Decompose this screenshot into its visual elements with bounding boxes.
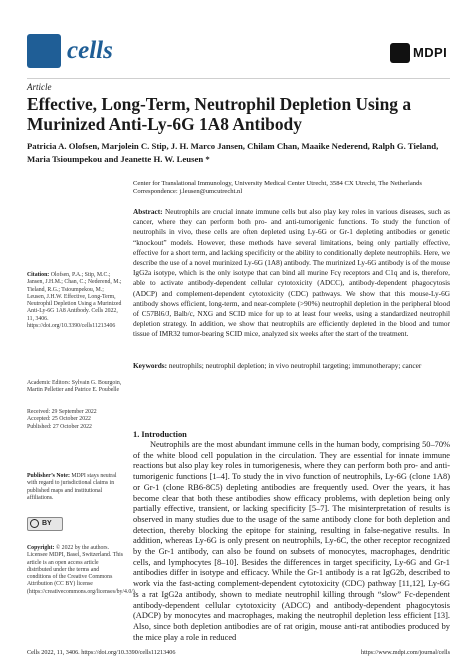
copyright-label: Copyright:: [27, 545, 55, 551]
cc-icon: [30, 519, 39, 528]
article-title: Effective, Long-Term, Neutrophil Depletion Using a Murinized Anti-Ly-6G 1A8 Antibody: [27, 94, 412, 134]
cc-license-badge[interactable]: [27, 517, 63, 531]
mdpi-logo-icon: [390, 43, 410, 63]
body-paragraph: Neutrophils are the most abundant immune cells in the human body, comprising 50–70% of the white blood cell population in the circulation. They are essential for innate immune reactions but also play key roles in tumorigenesis, where they can perform both pro- and anti-tumorigenic functions [1–4]. To study the in vivo function of neutrophils, Ly-6G (clone 1A8) or Gr-1 (clone RB6-8C5) depleting antibodies are frequently used. Over the years, it has become clear that both these antibodies show efficacy problems, with depletion being only partially effective, transient, or lacking specificity [5–7]. The misinterpretation of results is observed in many studies due to the usage of the same antibody clone for both depletion and detection, thereby blocking the epitope for staining, resulting in false-negative results. In addition, whereas Ly-6G is only present on neutrophils, Ly-6C, the other receptor recognized by the Gr-1 antibody, can also be found on subsets of monocytes, macrophages, dendritic cells, and lymphocytes [8–10]. Besides the differences in target specificity, Ly-6G and Gr-1 antibodies differ in isotype and efficacy. While the Gr-1 antibody is a rat IgG2b, described to work via the fast-acting complement-dependent cytotoxicity (CDC) pathway [11,12], Ly-6G is a rat IgG2a antibody, shown to mediate neutrophil killing through “slow” Fc-dependent antibody-dependent cellular cytotoxicity (ADCC) and antibody-dependent phagocytosis (ADCP) by monocytes and macrophages, making the neutrophil depletion less efficient [13]. Also, since both depletion antibodies are of rat origin, mouse anti-rat antibodies produced by the mice play a role in reduced: [133, 440, 450, 642]
received-date: Received: 29 September 2022: [27, 409, 97, 415]
copyright-text: © 2022 by the authors. Licensee MDPI, Basel, Switzerland. This article is an open access article distributed under the terms and conditions of the Creative Commons Attribution (CC BY) license (https://creativecommons.org/licenses/by/4.0/).: [27, 545, 137, 595]
footer-journal-link[interactable]: https://www.mdpi.com/journal/cells: [361, 649, 450, 656]
publisher-note: [27, 473, 123, 502]
section-heading: 1. Introduction: [133, 430, 187, 439]
copyright-block: [27, 545, 137, 596]
article-type: Article: [27, 82, 52, 92]
keywords: [133, 361, 450, 371]
publication-dates: [27, 409, 123, 431]
abstract: [133, 207, 450, 340]
author-list: Patricia A. Olofsen, Marjolein C. Stip, J. H. Marco Jansen, Chilam Chan, Maaike Nederend, Ralph G. Tieland, Maria Tsioumpekou and Jeanette H. W. Leusen *: [27, 141, 439, 164]
citation-block: [27, 272, 123, 330]
abstract-label: Abstract:: [133, 207, 163, 216]
cells-logo-icon: [27, 34, 61, 68]
citation-label: Citation:: [27, 272, 50, 278]
academic-editors: Academic Editors: Sylvain G. Bourgoin, Martin Pelletier and Patrice E. Poubelle: [27, 380, 122, 394]
cc-badge-label: BY: [42, 520, 52, 527]
header-divider: [27, 78, 450, 79]
keywords-label: Keywords:: [133, 361, 168, 370]
footer-citation[interactable]: Cells 2022, 11, 3406. https://doi.org/10.3390/cells11213406: [27, 649, 176, 656]
journal-logo: [27, 34, 147, 70]
citation-text[interactable]: Olofsen, P.A.; Stip, M.C.; Jansen, J.H.M.; Chan, C.; Nederend, M.; Tieland, R.G.; Tsioumpekou, M.; Leusen, J.H.W. Effective, Long-Term, Neutrophil Depletion Using a Murinized Anti-Ly-6G 1A8 Antibody. Cells 2022, 11, 3406. https://doi.org/10.3390/cells11213406: [27, 272, 122, 330]
publisher-name: MDPI: [413, 45, 448, 60]
published-date: Published: 27 October 2022: [27, 423, 92, 430]
abstract-text: Neutrophils are crucial innate immune cells but also play key roles in various diseases, such as cancer, where they can perform both pro- and anti-tumorigenic functions. To study the function of neutrophils in vivo, these cells are often depleted using Ly-6G or Gr-1 depleting antibodies or genetic “knockout” models. However, these methods have several limitations, being only partially effective, effective for a short term, and lacking specificity or the ability to conditionally deplete neutrophils. Here, we describe the use of a novel murinized Ly-6G (1A8) antibody. The murinized Ly-6G antibody is of the mouse IgG2a isotype, which is the only isotype that can bind all murine Fcγ receptors and C1q and is, therefore, able to activate antibody-dependent cellular cytotoxicity (ADCC), antibody-dependent phagocytosis (ADCP) and complement-dependent cytotoxicity (CDC) pathways. We show that this mouse-Ly-6G antibody shows efficient, long-term, and near-complete (>90%) neutrophil depletion in the peripheral blood of C57Bl6/J, Balb/c, NXG and SCID mice for up to at least four weeks, using a standardized neutrophil depletion strategy. In addition, we show that neutrophils are efficiently depleted in the blood and tumor tissue of IMR32 tumor-bearing SCID mice, analyzed six weeks after the start of the treatment.: [133, 207, 450, 339]
accepted-date: Accepted: 25 October 2022: [27, 416, 91, 423]
keywords-text: neutrophils; neutrophil depletion; in vivo neutrophil targeting; immunotherapy; cancer: [168, 361, 422, 370]
correspondence-text[interactable]: Correspondence: j.leusen@umcutrecht.nl: [133, 188, 243, 195]
journal-name: cells: [67, 37, 113, 64]
correspondence: [133, 188, 450, 197]
affiliation-text: Center for Translational Immunology, University Medical Center Utrecht, 3584 CX Utrecht, The Netherlands: [133, 180, 422, 187]
publisher-logo: [390, 42, 450, 64]
publisher-note-label: Publisher’s Note:: [27, 473, 70, 479]
publisher-note-text: MDPI stays neutral with regard to jurisdictional claims in published maps and institutional affiliations.: [27, 473, 117, 501]
